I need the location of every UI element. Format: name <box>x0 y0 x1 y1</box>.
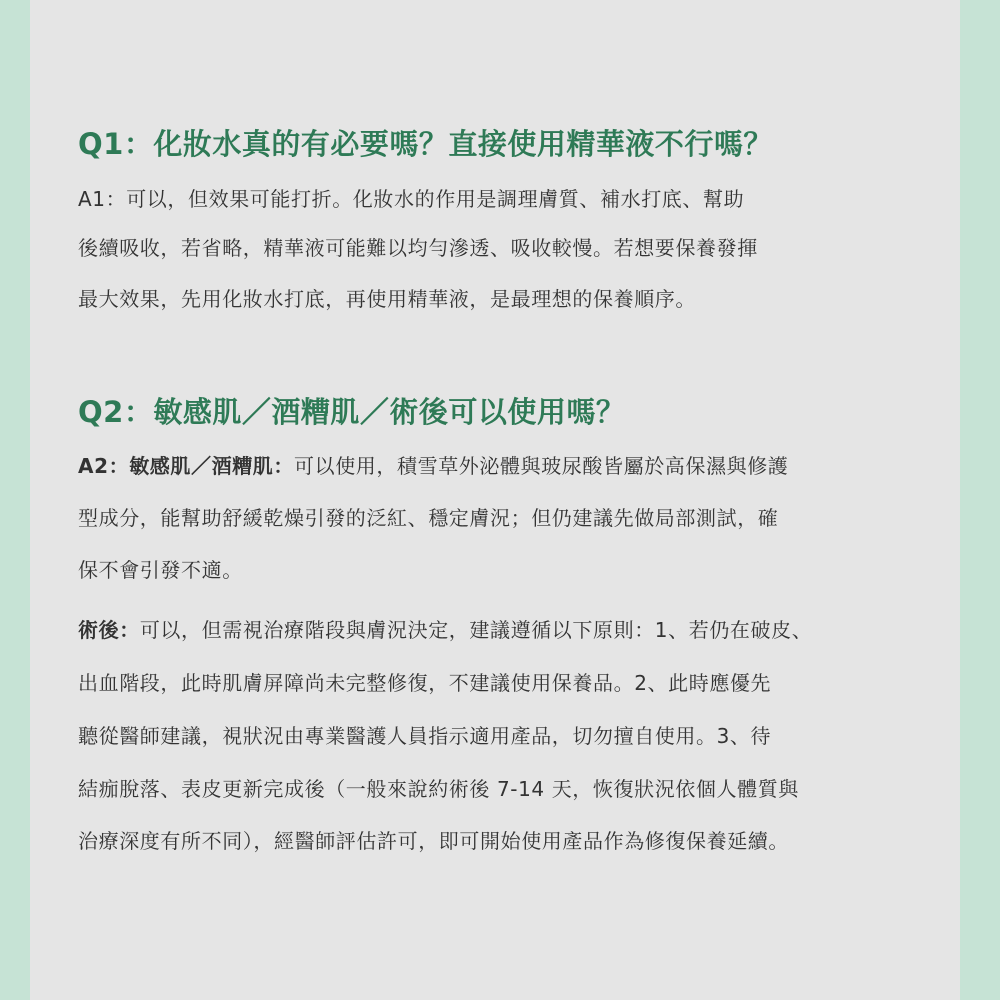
faq-answer-2-postop-line-5: 治療深度有所不同），經醫師評估許可，即可開始使用產品作為修復保養延續。 <box>78 829 789 853</box>
post-op-text: 可以，但需視治療階段與膚況決定，建議遵循以下原則：1、若仍在破皮、 <box>139 618 813 642</box>
faq-question-1: Q1：化妝水真的有必要嗎？直接使用精華液不行嗎？ <box>78 127 773 161</box>
faq-question-2: Q2：敏感肌／酒糟肌／術後可以使用嗎？ <box>78 395 626 429</box>
faq-answer-2-sensitive-line-3: 保不會引發不適。 <box>78 558 243 582</box>
faq-answer-1-line-3: 最大效果，先用化妝水打底，再使用精華液，是最理想的保養順序。 <box>78 287 696 311</box>
faq-answer-2-sensitive-line-2: 型成分，能幫助舒緩乾燥引發的泛紅、穩定膚況；但仍建議先做局部測試，確 <box>78 506 779 530</box>
faq-answer-2-postop-line-3: 聽從醫師建議，視狀況由專業醫護人員指示適用產品，切勿擅自使用。3、待 <box>78 724 772 748</box>
faq-answer-2-postop-line-1 <box>78 616 938 644</box>
faq-answer-1-line-1: A1：可以，但效果可能打折。化妝水的作用是調理膚質、補水打底、幫助 <box>78 187 745 211</box>
sensitive-skin-text: 可以使用，積雪草外泌體與玻尿酸皆屬於高保濕與修護 <box>294 454 789 478</box>
faq-answer-2-sensitive-line-1 <box>78 452 938 480</box>
faq-answer-2-postop-line-4: 結痂脫落、表皮更新完成後（一般來說約術後 7-14 天，恢復狀況依個人體質與 <box>78 777 799 801</box>
left-side-stripe <box>0 0 30 1000</box>
faq-answer-2-postop-line-2: 出血階段，此時肌膚屏障尚未完整修復，不建議使用保養品。2、此時應優先 <box>78 671 772 695</box>
faq-answer-1-line-2: 後續吸收，若省略，精華液可能難以均勻滲透、吸收較慢。若想要保養發揮 <box>78 236 758 260</box>
post-op-label: 術後： <box>78 618 140 642</box>
faq-panel <box>30 0 960 1000</box>
right-side-stripe <box>960 0 1000 1000</box>
sensitive-skin-label: A2：敏感肌／酒糟肌： <box>78 454 294 478</box>
